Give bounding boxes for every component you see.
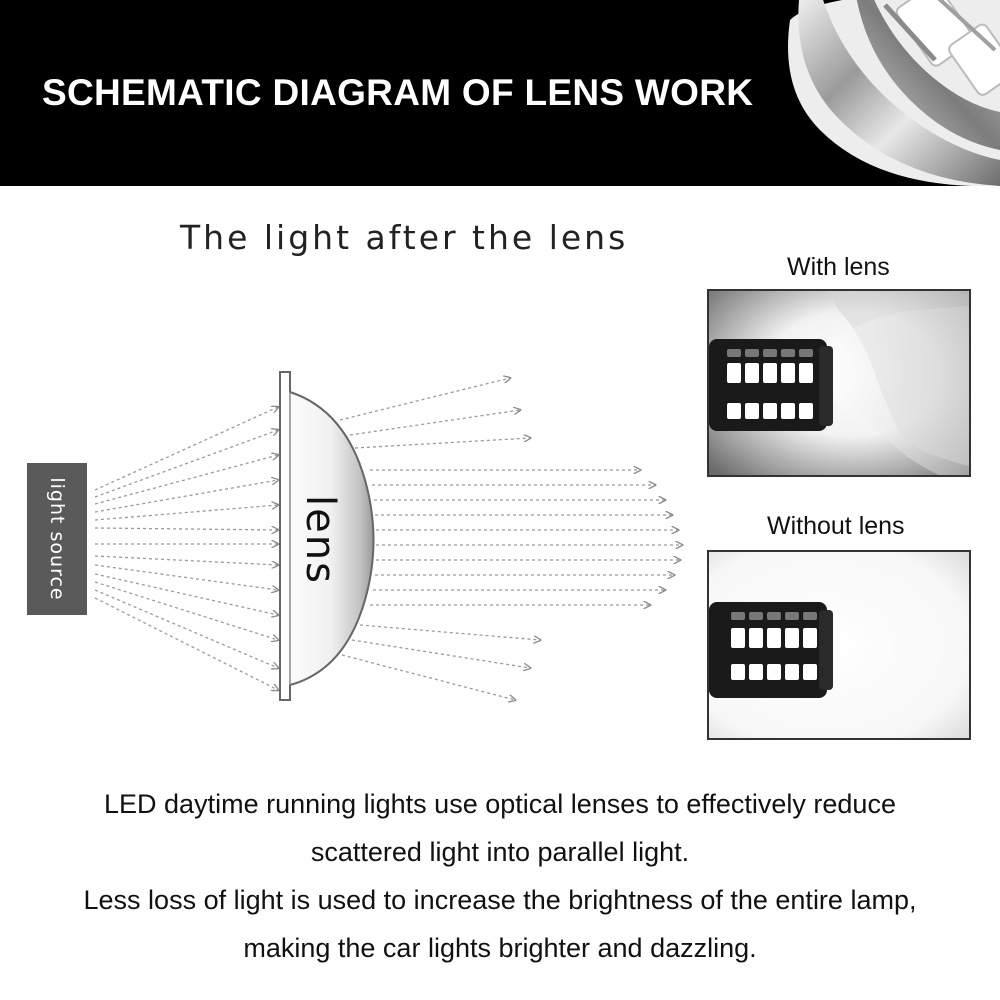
with-lens-caption: With lens <box>787 253 890 281</box>
page-title: SCHEMATIC DIAGRAM OF LENS WORK <box>42 72 754 113</box>
description-line-2: scattered light into parallel light. <box>310 837 690 867</box>
diagram-subtitle: The light after the lens <box>180 218 629 257</box>
description-line-3: Less loss of light is used to increase the brightness of the entire lamp, <box>83 885 917 915</box>
description-text <box>0 780 1000 972</box>
without-lens-caption: Without lens <box>767 512 905 540</box>
without-lens-photo <box>707 550 971 740</box>
description-line-1: LED daytime running lights use optical lenses to effectively reduce <box>104 789 896 819</box>
lens-label: lens <box>296 495 343 585</box>
light-source-label: light source <box>46 477 68 601</box>
lens-label-wrap <box>270 495 370 585</box>
with-lens-photo <box>707 289 971 477</box>
incoming-rays <box>95 407 278 690</box>
outgoing-rays <box>340 378 682 700</box>
description-line-4: making the car lights brighter and dazzling. <box>243 933 757 963</box>
led-bulb-icon <box>760 0 1000 186</box>
